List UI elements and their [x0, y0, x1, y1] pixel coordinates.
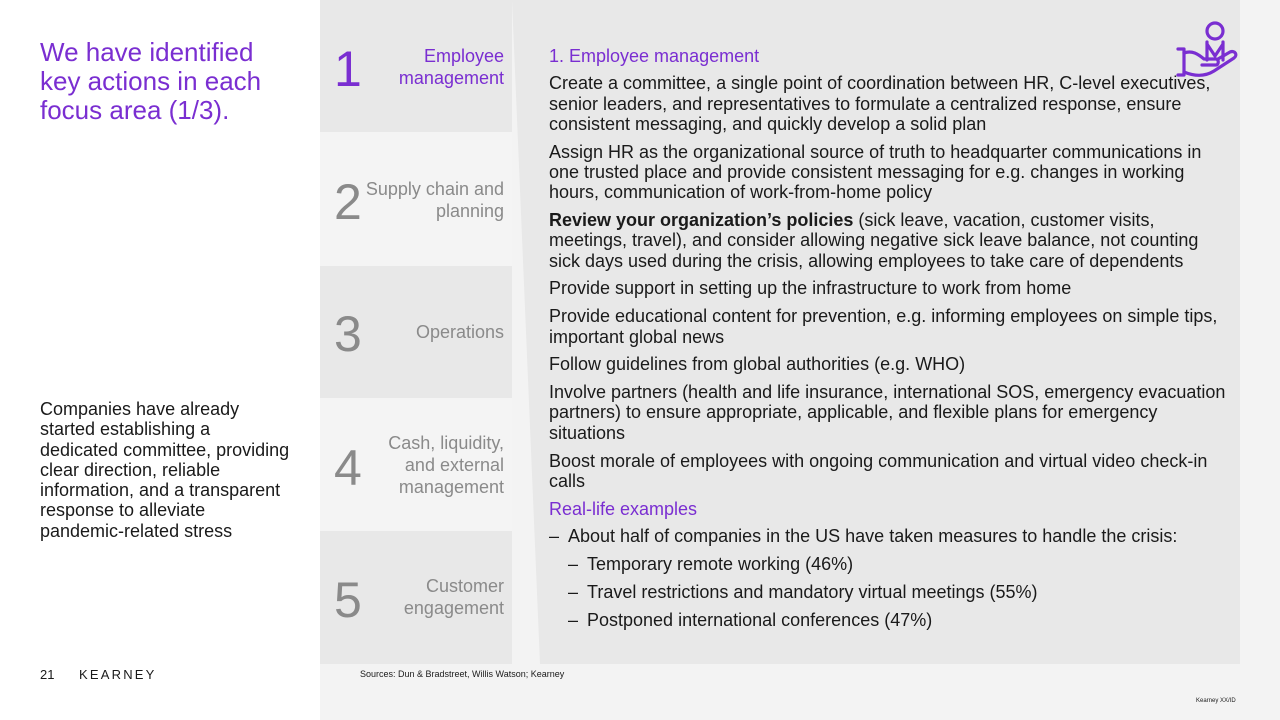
action-paragraph-text: Create a committee, a single point of coordination between HR, C-level executives, senior leaders, and representatives to formulate a centralized response, ensure consistent messaging, and quickly develop a solid plan	[549, 73, 1211, 134]
nav-item-label: Employee management	[398, 46, 504, 88]
section-heading: 1. Employee management	[549, 46, 760, 66]
nav-item-number: 1	[334, 41, 362, 97]
action-paragraph-text: Provide educational content for prevention, e.g. informing employees on simple tips, important global news	[549, 306, 1218, 347]
nav-item-employee-management[interactable]	[320, 0, 512, 132]
action-paragraph	[549, 354, 1229, 374]
action-list	[549, 73, 1229, 491]
action-paragraph-text: Involve partners (health and life insurance, international SOS, emergency evacuation partners) to ensure appropriate, applicable, and flexible plans for emergency situations	[549, 382, 1226, 443]
nav-item-supply-chain[interactable]	[320, 132, 512, 266]
content-body	[549, 46, 1229, 638]
focus-area-nav	[320, 0, 512, 664]
nav-item-label: Supply chain and planning	[365, 179, 504, 221]
nav-item-operations[interactable]	[320, 266, 512, 398]
example-sub-bullet	[568, 582, 1229, 602]
bullet-dash: –	[568, 554, 579, 575]
action-paragraph	[549, 73, 1229, 134]
action-paragraph-text: Assign HR as the organizational source of truth to headquarter communications in one trusted place and provide consistent messaging for e.g. changes in working hours, communication of work-from-home policy	[549, 141, 1202, 203]
action-paragraph	[549, 306, 1229, 347]
example-text: About half of companies in the US have taken measures to handle the crisis:	[568, 526, 1178, 547]
nav-item-label: Operations	[415, 322, 504, 342]
action-paragraph-bold: Review your organization’s policies	[549, 210, 854, 231]
summary-text: Companies have already started establishing a dedicated committee, providing clear direction, reliable information, and a transparent response to alleviate pandemic-related stress	[40, 399, 290, 541]
bullet-dash: –	[549, 526, 560, 547]
action-paragraph	[549, 451, 1229, 492]
nav-item-customer-engagement[interactable]	[320, 531, 512, 664]
example-sub-text: Temporary remote working (46%)	[587, 554, 854, 575]
action-paragraph-text: (sick leave, vacation, customer visits, meetings, travel), and consider allowing negative sick leave balance, not counting sick days used during the crisis, allowing employees to take care of dependents	[549, 210, 1199, 271]
sources-note: Sources: Dun & Bradstreet, Willis Watson; Kearney	[360, 669, 565, 679]
left-panel	[0, 0, 320, 720]
examples-heading: Real-life examples	[549, 498, 698, 519]
example-sub-text: Travel restrictions and mandatory virtual meetings (55%)	[587, 582, 1038, 603]
footer-tag: Kearney XX/ID	[1196, 698, 1236, 704]
brand-logo: KEARNEY	[79, 667, 157, 682]
action-paragraph-text: Follow guidelines from global authorities (e.g. WHO)	[549, 354, 966, 375]
example-bullet	[549, 526, 1229, 546]
example-sub-text: Postponed international conferences (47%)	[587, 609, 933, 630]
slide-title: We have identified key actions in each focus area (1/3).	[40, 37, 262, 125]
page-number: 21	[40, 667, 55, 682]
action-paragraph	[549, 382, 1229, 443]
nav-item-cash-liquidity[interactable]	[320, 398, 512, 531]
nav-item-number: 4	[334, 440, 362, 496]
nav-item-label: Customer engagement	[403, 576, 504, 618]
action-paragraph-text: Provide support in setting up the infrastructure to work from home	[549, 278, 1072, 299]
action-paragraph	[549, 278, 1229, 298]
nav-item-number: 3	[334, 306, 362, 362]
action-paragraph-text: Boost morale of employees with ongoing communication and virtual video check-in calls	[549, 450, 1208, 491]
bullet-dash: –	[568, 582, 579, 603]
bullet-dash: –	[568, 609, 579, 630]
nav-item-number: 5	[334, 572, 362, 628]
nav-item-label: Cash, liquidity, and external management	[388, 433, 504, 497]
example-sub-bullet	[568, 610, 1229, 630]
action-paragraph	[549, 210, 1229, 271]
action-paragraph	[549, 142, 1229, 203]
example-sub-bullet	[568, 554, 1229, 574]
nav-item-number: 2	[334, 174, 362, 230]
